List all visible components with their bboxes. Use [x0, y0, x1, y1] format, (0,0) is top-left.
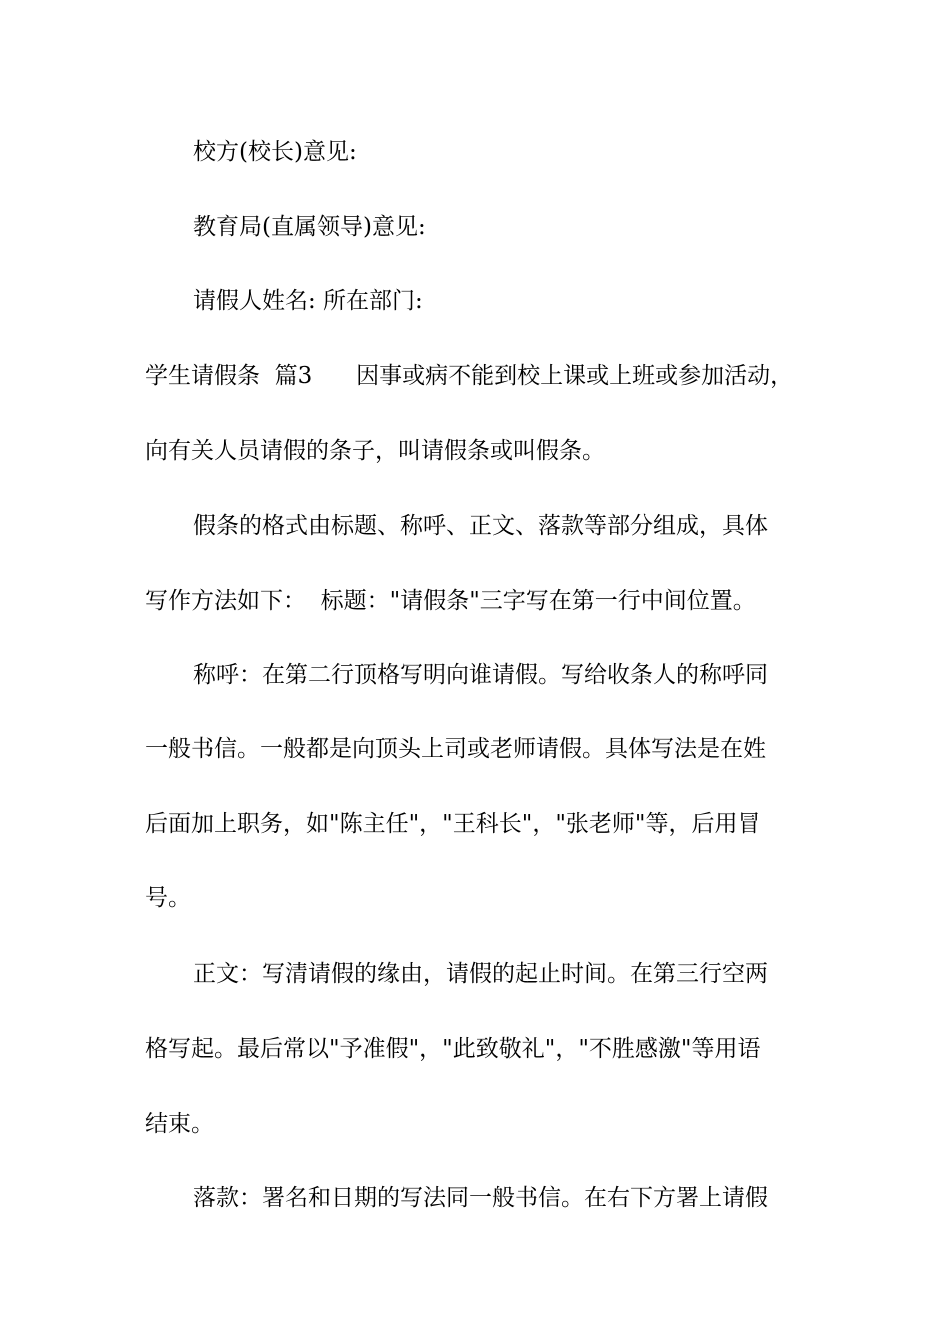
paragraph-line: 称呼：在第二行顶格写明向谁请假。写给收条人的称呼同 — [193, 662, 768, 688]
paragraph-line: 写作方法如下： 标题："请假条"三字写在第一行中间位置。 — [145, 588, 756, 614]
paragraph-line: 正文：写清请假的缘由，请假的起止时间。在第三行空两 — [193, 961, 768, 987]
paragraph-line: 后面加上职务，如"陈主任"，"王科长"，"张老师"等，后用冒 — [145, 811, 761, 837]
paragraph-line: 教育局(直属领导)意见: — [193, 214, 426, 240]
paragraph-line: 校方(校长)意见: — [193, 139, 357, 165]
paragraph-line: 假条的格式由标题、称呼、正文、落款等部分组成，具体 — [193, 513, 768, 539]
paragraph-line: 落款：署名和日期的写法同一般书信。在右下方署上请假 — [193, 1185, 768, 1211]
paragraph-line: 一般书信。一般都是向顶头上司或老师请假。具体写法是在姓 — [145, 736, 766, 762]
paragraph-line: 请假人姓名: 所在部门: — [193, 288, 423, 314]
paragraph-line: 号。 — [145, 885, 191, 911]
paragraph-line: 学生请假条 篇3 因事或病不能到校上课或上班或参加活动， — [145, 363, 794, 389]
paragraph-line: 结束。 — [145, 1111, 214, 1137]
paragraph-line: 格写起。最后常以"予准假"，"此致敬礼"，"不胜感激"等用语 — [145, 1036, 761, 1062]
paragraph-line: 向有关人员请假的条子，叫请假条或叫假条。 — [145, 438, 605, 464]
